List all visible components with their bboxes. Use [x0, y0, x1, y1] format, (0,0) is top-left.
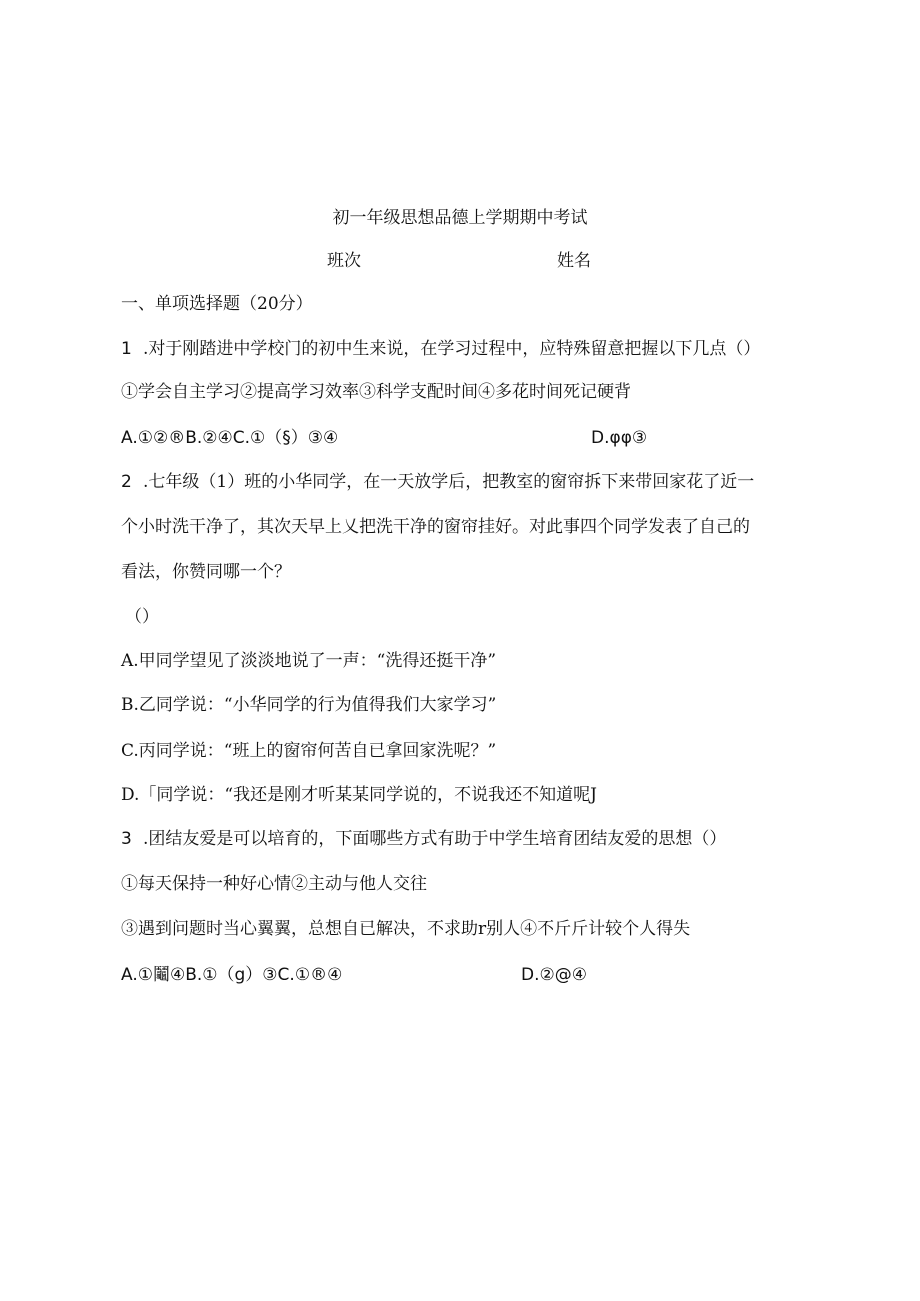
option-d: D.「同学说：“我还是刚才听某某同学说的，不说我还不知道呢J	[121, 785, 597, 805]
question-number: 3	[121, 829, 132, 849]
section-heading: 一、单项选择题（20分）	[121, 294, 313, 314]
exam-title: 初一年级思想品德上学期期中考试	[332, 208, 588, 228]
question-text-line-1: .七年级（1）班的小华同学，在一天放学后，把教室的窗帘拆下来带回家花了近一	[143, 472, 755, 492]
question-text-line-3: 看法，你赞同哪一个？	[121, 562, 291, 582]
option-c: C.丙同学说：“班上的窗帘何苦自已拿回家洗呢？”	[121, 741, 497, 761]
question-items: ①学会自主学习②提高学习效率③科学支配时间④多花时间死记硬背	[121, 382, 631, 402]
options-abc: A.①②®B.②④C.①（§）③④	[121, 428, 339, 448]
question-items-line-1: ①每天保持一种好心情②主动与他人交往	[121, 874, 427, 894]
options-abc: A.①鬮④B.①（g）③C.①®④	[121, 965, 343, 985]
option-a: A.甲同学望见了淡淡地说了一声：“洗得还挺干净”	[121, 651, 497, 671]
question-items-line-2: ③遇到问题时当心翼翼，总想自已解决，不求助r别人④不斤斤计较个人得失	[121, 919, 691, 939]
option-d: D.φφ③	[591, 428, 648, 448]
question-number: 1	[121, 339, 132, 359]
option-b: B.乙同学说：“小华同学的行为值得我们大家学习”	[121, 695, 497, 715]
question-number: 2	[121, 472, 132, 492]
name-label: 姓名	[557, 251, 591, 271]
question-text: .团结友爱是可以培育的，下面哪些方式有助于中学生培育团结友爱的思想（）	[143, 829, 727, 849]
answer-blank: （）	[125, 607, 159, 627]
class-label: 班次	[327, 251, 361, 271]
option-d: D.②@④	[521, 965, 587, 985]
question-text-line-2: 个小时洗干净了，其次天早上乂把洗干净的窗帘挂好。对此事四个同学发表了自己的	[121, 517, 750, 537]
question-text: .对于刚踏进中学校门的初中生来说，在学习过程中，应特殊留意把握以下几点（）	[143, 339, 761, 359]
